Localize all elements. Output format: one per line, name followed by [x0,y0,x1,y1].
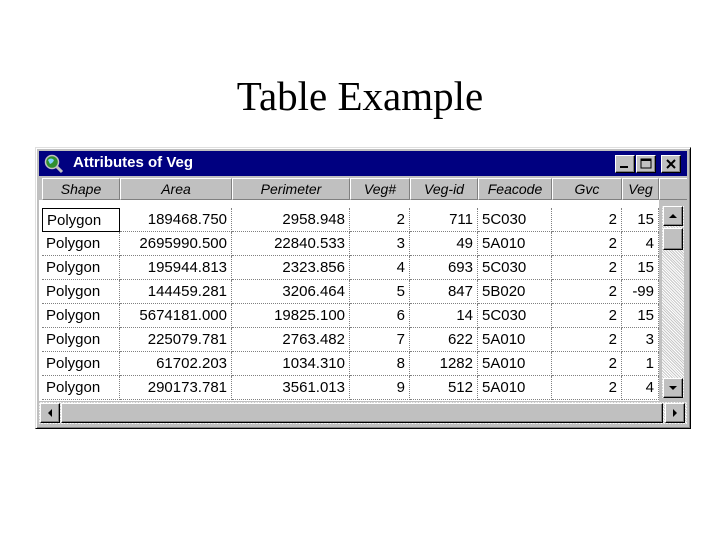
minimize-button[interactable] [615,155,635,173]
column-header-veg[interactable]: Veg# [350,178,410,200]
table-row[interactable] [39,328,659,352]
magnifier-globe-icon[interactable] [43,154,65,174]
table-row[interactable] [39,232,659,256]
arrow-left-icon [41,404,59,422]
arrow-right-icon [666,404,684,422]
attribute-table [39,200,659,401]
maximize-icon [637,156,655,172]
cell-veg[interactable]: 4 [622,232,659,256]
scroll-up-button[interactable] [663,206,683,226]
cell-veg-id[interactable]: 622 [410,328,478,352]
table-row[interactable] [39,304,659,328]
cell-veg[interactable]: 3 [622,328,659,352]
cell-perimeter[interactable]: 3206.464 [232,280,350,304]
cell-perimeter[interactable]: 2958.948 [232,208,350,232]
cell-shape[interactable]: Polygon [42,328,120,352]
window-title: Attributes of Veg [73,154,194,171]
cell-gvc[interactable]: 2 [552,256,622,280]
cell-veg[interactable]: -99 [622,280,659,304]
cell-perimeter[interactable]: 3561.013 [232,376,350,400]
vertical-scroll-thumb[interactable] [663,228,683,250]
cell-feacode[interactable]: 5C030 [478,304,552,328]
cell-veg[interactable]: 4 [622,376,659,400]
cell-feacode[interactable]: 5A010 [478,328,552,352]
minimize-icon [616,156,634,172]
cell-area[interactable]: 61702.203 [120,352,232,376]
column-header-shape[interactable]: Shape [42,178,120,200]
cell-veg-id[interactable]: 1282 [410,352,478,376]
horizontal-scroll-thumb[interactable] [61,403,663,423]
cell-veg-id[interactable]: 512 [410,376,478,400]
cell-shape[interactable]: Polygon [42,232,120,256]
window-titlebar[interactable] [39,151,687,176]
cell-veg[interactable]: 9 [350,376,410,400]
horizontal-scrollbar[interactable] [39,402,687,424]
cell-area[interactable]: 290173.781 [120,376,232,400]
cell-veg[interactable]: 3 [350,232,410,256]
cell-veg[interactable]: 6 [350,304,410,328]
cell-shape[interactable]: Polygon [42,256,120,280]
cell-gvc[interactable]: 2 [552,328,622,352]
cell-veg-id[interactable]: 693 [410,256,478,280]
cell-veg[interactable]: 8 [350,352,410,376]
cell-feacode[interactable]: 5A010 [478,232,552,256]
cell-perimeter[interactable]: 2763.482 [232,328,350,352]
cell-veg[interactable]: 15 [622,304,659,328]
cell-area[interactable]: 5674181.000 [120,304,232,328]
attributes-window [35,147,691,429]
maximize-button[interactable] [636,155,656,173]
cell-area[interactable]: 189468.750 [120,208,232,232]
cell-area[interactable]: 195944.813 [120,256,232,280]
cell-feacode[interactable]: 5B020 [478,280,552,304]
arrow-up-icon [664,207,682,225]
table-row[interactable] [39,352,659,376]
scroll-left-button[interactable] [40,403,60,423]
close-button[interactable] [661,155,681,173]
cell-shape[interactable]: Polygon [42,352,120,376]
cell-gvc[interactable]: 2 [552,304,622,328]
cell-veg[interactable]: 2 [350,208,410,232]
cell-veg[interactable]: 15 [622,256,659,280]
cell-perimeter[interactable]: 1034.310 [232,352,350,376]
header-filler [659,178,687,200]
table-row[interactable] [39,376,659,400]
cell-veg[interactable]: 5 [350,280,410,304]
cell-veg[interactable]: 4 [350,256,410,280]
cell-perimeter[interactable]: 19825.100 [232,304,350,328]
cell-shape[interactable]: Polygon [42,208,120,232]
cell-veg-id[interactable]: 847 [410,280,478,304]
cell-gvc[interactable]: 2 [552,208,622,232]
close-icon [662,156,680,172]
cell-shape[interactable]: Polygon [42,376,120,400]
cell-area[interactable]: 2695990.500 [120,232,232,256]
cell-shape[interactable]: Polygon [42,280,120,304]
cell-area[interactable]: 144459.281 [120,280,232,304]
cell-feacode[interactable]: 5C030 [478,208,552,232]
cell-veg-id[interactable]: 711 [410,208,478,232]
cell-shape[interactable]: Polygon [42,304,120,328]
column-header-veg-id[interactable]: Veg-id [410,178,478,200]
scroll-right-button[interactable] [665,403,685,423]
cell-veg[interactable]: 7 [350,328,410,352]
column-header-area[interactable]: Area [120,178,232,200]
cell-feacode[interactable]: 5A010 [478,376,552,400]
slide-title: Table Example [236,73,484,119]
cell-veg-id[interactable]: 49 [410,232,478,256]
column-header-veg[interactable]: Veg [622,178,659,200]
column-header-feacode[interactable]: Feacode [478,178,552,200]
cell-gvc[interactable]: 2 [552,280,622,304]
cell-area[interactable]: 225079.781 [120,328,232,352]
table-row[interactable] [39,208,659,232]
cell-veg[interactable]: 1 [622,352,659,376]
cell-feacode[interactable]: 5C030 [478,256,552,280]
arrow-down-icon [664,379,682,397]
table-row[interactable] [39,280,659,304]
scroll-down-button[interactable] [663,378,683,398]
column-header-perimeter[interactable]: Perimeter [232,178,350,200]
column-header-gvc[interactable]: Gvc [552,178,622,200]
cell-gvc[interactable]: 2 [552,352,622,376]
cell-veg-id[interactable]: 14 [410,304,478,328]
table-row[interactable] [39,256,659,280]
cell-perimeter[interactable]: 2323.856 [232,256,350,280]
cell-gvc[interactable]: 2 [552,376,622,400]
cell-feacode[interactable]: 5A010 [478,352,552,376]
cell-veg[interactable]: 15 [622,208,659,232]
cell-gvc[interactable]: 2 [552,232,622,256]
vertical-scrollbar[interactable] [662,206,684,398]
cell-perimeter[interactable]: 22840.533 [232,232,350,256]
table-header [39,178,687,200]
